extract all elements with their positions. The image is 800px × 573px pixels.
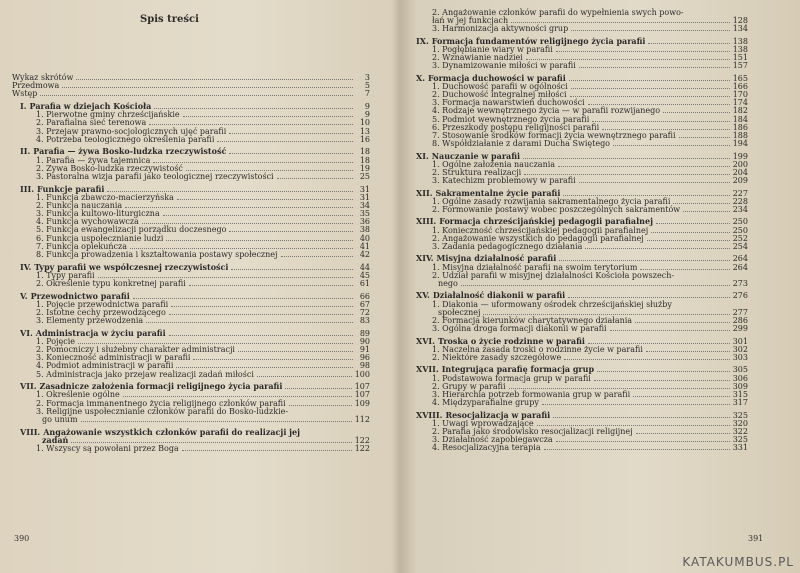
entry-page-number: 66 bbox=[359, 291, 370, 301]
entry-title: 3. Dynamizowanie miłości w parafii bbox=[432, 61, 576, 71]
toc-entry bbox=[432, 324, 748, 333]
entry-page-number: 188 bbox=[732, 130, 748, 140]
toc-entry bbox=[432, 139, 748, 148]
entry-title: 2. Angażowanie wszystkich do pedagogii parafialnej bbox=[432, 233, 644, 243]
entry-page-number: 96 bbox=[359, 353, 370, 363]
toc-entry bbox=[12, 89, 370, 98]
entry-title: 2. Wznawianie nadziei bbox=[432, 53, 523, 63]
entry-page-number: 134 bbox=[732, 24, 748, 34]
toc-entry bbox=[36, 279, 370, 288]
entry-page-number: 204 bbox=[732, 167, 748, 177]
chapter-number: X. bbox=[416, 73, 425, 83]
entry-page-number: 331 bbox=[732, 443, 748, 453]
entry-title: 1. Pojęcie bbox=[36, 336, 76, 346]
entry-page-number: 322 bbox=[732, 426, 748, 436]
toc-entry bbox=[432, 205, 748, 214]
toc-entry bbox=[432, 61, 748, 70]
chapter-number: XVI. bbox=[416, 336, 435, 346]
chapter-number: V. bbox=[20, 291, 28, 301]
entry-title: 3. Religijne uspołecznianie członków parafii do Bosko-ludzkie- bbox=[36, 406, 289, 416]
entry-page-number: 7 bbox=[364, 89, 370, 99]
entry-title: 4. Resocjalizacyjna terapia bbox=[432, 443, 541, 453]
entry-title: 3. Hierarchia potrzeb formowania grup w parafii bbox=[432, 389, 631, 399]
entry-title: Integrująca parafię formacja grup bbox=[441, 365, 595, 375]
entry-title: Formacja chrześcijańskiej pedagogii parafialnej bbox=[439, 217, 653, 227]
entry-page-number: 250 bbox=[732, 217, 748, 227]
entry-page-number: 306 bbox=[732, 373, 748, 383]
entry-page-number: 182 bbox=[732, 106, 748, 116]
entry-page-number: 13 bbox=[359, 126, 370, 136]
entry-page-number: 19 bbox=[359, 163, 370, 173]
entry-page-number: 315 bbox=[732, 389, 748, 399]
entry-page-number: 166 bbox=[732, 82, 748, 91]
entry-page-number: 9 bbox=[364, 110, 370, 120]
toc-entry bbox=[432, 398, 748, 407]
entry-title: 1. Uwagi wprowadzające bbox=[432, 418, 534, 428]
entry-title: 1. Wszyscy są powołani przez Boga bbox=[36, 443, 179, 453]
entry-title: 3. Formacja nawarstwień duchowości bbox=[432, 98, 585, 108]
entry-page-number: 309 bbox=[732, 381, 748, 391]
entry-title: 2. Istotne cechy przewodzącego bbox=[36, 307, 166, 317]
entry-page-number: 98 bbox=[359, 361, 370, 371]
entry-page-number: 170 bbox=[732, 90, 748, 100]
entry-title: Resocjalizacja w parafii bbox=[445, 410, 551, 420]
entry-page-number: 107 bbox=[354, 390, 370, 400]
entry-page-number: 18 bbox=[359, 147, 370, 157]
entry-page-number: 3 bbox=[364, 73, 370, 82]
entry-title: 1. Konieczność chrześcijańskiej pedagogii parafialnej bbox=[432, 225, 649, 235]
entry-page-number: 174 bbox=[732, 98, 748, 108]
chapter-number: XIV. bbox=[416, 254, 434, 264]
entry-page-number: 276 bbox=[732, 291, 748, 301]
entry-title: Przewodnictwo parafii bbox=[30, 291, 130, 301]
entry-page-number: 151 bbox=[732, 53, 748, 63]
entry-page-number: 107 bbox=[354, 382, 370, 392]
entry-title: Formacja duchowości w parafii bbox=[428, 73, 566, 83]
entry-page-number: 277 bbox=[732, 307, 748, 317]
toc-entry bbox=[36, 172, 370, 181]
entry-title: Typy parafii we współczesnej rzeczywistości bbox=[34, 262, 229, 272]
entry-page-number: 122 bbox=[354, 435, 370, 445]
entry-page-number: 38 bbox=[359, 225, 370, 235]
entry-title: 1. Diakonia — uformowany ośrodek chrześcijańskiej służby bbox=[432, 299, 672, 309]
entry-title: 1. Pierwotne gminy chrześcijańskie bbox=[36, 110, 180, 120]
entry-page-number: 83 bbox=[359, 316, 370, 326]
entry-page-number: 250 bbox=[732, 225, 748, 235]
entry-title: 1. Funkcja zbawczo-macierzyńska bbox=[36, 192, 174, 202]
entry-page-number: 317 bbox=[732, 398, 748, 408]
entry-title: 6. Funkcja uspołecznianie ludzi bbox=[36, 233, 164, 243]
entry-page-number: 61 bbox=[359, 278, 370, 288]
entry-page-number: 165 bbox=[732, 73, 748, 83]
entry-title: 1. Pogłębianie wiary w parafii bbox=[432, 45, 553, 54]
entry-page-number: 44 bbox=[359, 262, 370, 272]
chapter-number: VII. bbox=[20, 382, 37, 392]
entry-title: 1. Parafia — żywa tajemnica bbox=[36, 155, 151, 165]
entry-title: go unum bbox=[42, 414, 78, 424]
toc-entry bbox=[432, 443, 748, 452]
entry-page-number: 31 bbox=[359, 192, 370, 202]
entry-title: 2. Formowanie postawy wobec poszczególnych sakramentów bbox=[432, 204, 681, 214]
entry-page-number: 303 bbox=[732, 352, 748, 362]
entry-page-number: 10 bbox=[359, 118, 370, 128]
entry-title: 2. Parafia jako środowisko resocjalizacji religijnej bbox=[432, 426, 633, 436]
entry-page-number: 16 bbox=[359, 134, 370, 144]
entry-page-number: 264 bbox=[732, 254, 748, 264]
entry-page-number: 320 bbox=[732, 418, 748, 428]
entry-page-number: 67 bbox=[359, 299, 370, 309]
entry-title: Troska o życie rodzinne w parafii bbox=[437, 336, 585, 346]
entry-title: Zasadnicze założenia formacji religijnego życia parafii bbox=[39, 382, 283, 392]
entry-page-number: 200 bbox=[732, 159, 748, 169]
entry-title: 3. Zadania pedagogicznego działania bbox=[432, 241, 583, 251]
entry-title: 8. Współdziałanie z darami Ducha Świętego bbox=[432, 139, 610, 149]
entry-page-number: 42 bbox=[359, 249, 370, 259]
entry-title: 1. Naczelna zasada troski o rodzinne życie w parafii bbox=[432, 344, 643, 354]
entry-title: 2. Udział parafii w misyjnej działalności Kościoła powszech- bbox=[432, 270, 675, 280]
entry-title: 1. Ogólne założenia nauczania bbox=[432, 159, 556, 169]
entry-title: Wykaz skrótów bbox=[12, 73, 74, 82]
entry-title: 1. Ogólne zasady rozwijania sakramentalnego życia parafii bbox=[432, 196, 671, 206]
entry-title: 4. Podmiot administracji w parafii bbox=[36, 361, 174, 371]
entry-title: łań w jej funkcjach bbox=[432, 16, 509, 26]
toc-entry bbox=[36, 250, 370, 259]
entry-page-number: 138 bbox=[732, 45, 748, 54]
entry-title: 2. Struktura realizacji bbox=[432, 167, 522, 177]
entry-title: 3. Konieczność administracji w parafii bbox=[36, 353, 191, 363]
entry-page-number: 122 bbox=[354, 443, 370, 453]
entry-title: 1. Duchowość parafii w ogólności bbox=[432, 82, 568, 91]
entry-title: 2. Formacja immanentnego życia religijnego członków parafii bbox=[36, 398, 286, 408]
entry-page-number: 72 bbox=[359, 307, 370, 317]
chapter-number: XI. bbox=[416, 151, 429, 161]
entry-page-number: 25 bbox=[359, 171, 370, 181]
entry-page-number: 89 bbox=[359, 328, 370, 338]
entry-title: Angażowanie wszystkich członków parafii do realizacji jej bbox=[43, 427, 301, 437]
toc-title: Spis treści bbox=[140, 14, 199, 25]
entry-page-number: 128 bbox=[732, 16, 748, 26]
entry-title: 3. Katechizm problemowy w parafii bbox=[432, 176, 576, 186]
entry-title: 5. Podmiot wewnętrznego życia parafii bbox=[432, 114, 590, 124]
entry-title: 2. Parafialna sieć terenowa bbox=[36, 118, 147, 128]
entry-page-number: 252 bbox=[732, 233, 748, 243]
entry-title: nego bbox=[438, 278, 458, 288]
entry-title: 2. Angażowanie członków parafii do wypełnienia swych powo- bbox=[432, 8, 684, 17]
entry-page-number: 209 bbox=[732, 176, 748, 186]
entry-page-number: 18 bbox=[359, 155, 370, 165]
entry-title: 2. Pomocniczy i służebny charakter administracji bbox=[36, 345, 235, 355]
entry-title: 2. Określenie typu konkretnej parafii bbox=[36, 278, 186, 288]
entry-page-number: 199 bbox=[732, 151, 748, 161]
entry-page-number: 138 bbox=[732, 36, 748, 46]
chapter-number: VI. bbox=[20, 328, 33, 338]
entry-title: Sakramentalne życie parafii bbox=[435, 188, 561, 198]
entry-title: Przedmowa bbox=[12, 81, 60, 91]
entry-page-number: 305 bbox=[732, 365, 748, 375]
entry-title: Formacja fundamentów religijnego życia parafii bbox=[431, 36, 646, 46]
entry-title: 3. Harmonizacja aktywności grup bbox=[432, 24, 569, 34]
entry-title: 3. Przejaw prawno-socjologicznych ujęć parafii bbox=[36, 126, 227, 136]
entry-title: 3. Pastoralna wizja parafii jako teologicznej rzeczywistości bbox=[36, 171, 274, 181]
entry-title: 6. Przeszkody postępu religijności parafii bbox=[432, 122, 600, 132]
entry-page-number: 34 bbox=[359, 200, 370, 210]
entry-title: 1. Pojęcie przewodnictwa parafii bbox=[36, 299, 169, 309]
entry-page-number: 41 bbox=[359, 241, 370, 251]
entry-page-number: 112 bbox=[354, 414, 370, 424]
entry-title: 3. Elementy przewodzenia bbox=[36, 316, 144, 326]
entry-title: Wstęp bbox=[12, 89, 38, 99]
entry-page-number: 194 bbox=[732, 139, 748, 149]
entry-page-number: 109 bbox=[354, 398, 370, 408]
entry-page-number: 301 bbox=[732, 336, 748, 346]
chapter-number: II. bbox=[20, 147, 31, 157]
entry-title: 2. Grupy w parafii bbox=[432, 381, 506, 391]
entry-title: 4. Funkcja wychowawcza bbox=[36, 217, 139, 227]
entry-title: 4. Międzyparafialne grupy bbox=[432, 398, 539, 408]
entry-title: 1. Typy parafii bbox=[36, 270, 95, 280]
entry-title: 2. Duchowość integralnej miłości bbox=[432, 90, 567, 100]
entry-page-number: 36 bbox=[359, 217, 370, 227]
chapter-number: XIII. bbox=[416, 217, 437, 227]
entry-title: 2. Formacja kierunków charytatywnego działania bbox=[432, 315, 633, 325]
page-number-right: 391 bbox=[748, 534, 764, 543]
entry-title: 5. Administracja jako przejaw realizacji zadań miłości bbox=[36, 369, 254, 379]
toc-entry bbox=[36, 135, 370, 144]
entry-page-number: 234 bbox=[732, 204, 748, 214]
chapter-number: IV. bbox=[20, 262, 32, 272]
toc-entry bbox=[42, 415, 370, 424]
entry-title: Administracja w życiu parafii bbox=[35, 328, 166, 338]
entry-title: 3. Działalność zapobiegawcza bbox=[432, 435, 553, 445]
chapter-number: III. bbox=[20, 184, 35, 194]
entry-title: 4. Potrzeba teologicznego określenia parafii bbox=[36, 134, 215, 144]
entry-page-number: 299 bbox=[732, 324, 748, 334]
entry-page-number: 254 bbox=[732, 241, 748, 251]
entry-page-number: 286 bbox=[732, 315, 748, 325]
toc-entry bbox=[432, 24, 748, 33]
entry-page-number: 40 bbox=[359, 233, 370, 243]
entry-page-number: 35 bbox=[359, 209, 370, 219]
entry-page-number: 227 bbox=[732, 188, 748, 198]
entry-title: zadań bbox=[42, 435, 69, 445]
entry-title: 5. Funkcja ewangelizacji porządku doczesnego bbox=[36, 225, 227, 235]
entry-page-number: 90 bbox=[359, 336, 370, 346]
watermark: KATAKUMBUS.PL bbox=[682, 555, 794, 569]
page-number-left: 390 bbox=[14, 534, 30, 543]
entry-page-number: 273 bbox=[732, 278, 748, 288]
toc-entry bbox=[432, 176, 748, 185]
entry-title: 3. Ogólna droga formacji diakonii w parafii bbox=[432, 324, 607, 334]
entry-page-number: 91 bbox=[359, 345, 370, 355]
toc-entry bbox=[432, 242, 748, 251]
entry-page-number: 184 bbox=[732, 114, 748, 124]
entry-page-number: 5 bbox=[364, 81, 370, 91]
entry-title: 8. Funkcja prowadzenia i kształtowania postawy społecznej bbox=[36, 249, 278, 259]
chapter-number: VIII. bbox=[20, 427, 41, 437]
toc-entry bbox=[432, 353, 748, 362]
chapter-number: XV. bbox=[416, 291, 430, 301]
entry-title: 2. Niektóre zasady szczegółowe bbox=[432, 352, 562, 362]
entry-page-number: 302 bbox=[732, 344, 748, 354]
entry-title: Parafia w dziejach Kościoła bbox=[29, 102, 152, 112]
toc-entry bbox=[36, 316, 370, 325]
entry-page-number: 157 bbox=[732, 61, 748, 71]
entry-title: Misyjna działalność parafii bbox=[436, 254, 557, 264]
chapter-number: I. bbox=[20, 102, 27, 112]
chapter-number: XII. bbox=[416, 188, 433, 198]
entry-page-number: 264 bbox=[732, 262, 748, 272]
left-page bbox=[0, 0, 398, 573]
entry-title: Parafia — żywa Bosko-ludzka rzeczywistość bbox=[33, 147, 227, 157]
entry-page-number: 9 bbox=[364, 102, 370, 112]
chapter-number: XVIII. bbox=[416, 410, 443, 420]
chapter-number: IX. bbox=[416, 36, 429, 46]
entry-page-number: 325 bbox=[732, 410, 748, 420]
entry-title: 3. Funkcja kultowo-liturgiczna bbox=[36, 209, 160, 219]
entry-title: 2. Żywa Bosko-ludzka rzeczywistość bbox=[36, 163, 183, 173]
entry-title: Nauczanie w parafii bbox=[431, 151, 521, 161]
entry-title: 1. Określenie ogólne bbox=[36, 390, 120, 400]
entry-title: Działalność diakonii w parafii bbox=[432, 291, 566, 301]
entry-title: 1. Podstawowa formacja grup w parafii bbox=[432, 373, 591, 383]
entry-page-number: 186 bbox=[732, 122, 748, 132]
entry-page-number: 325 bbox=[732, 435, 748, 445]
right-page bbox=[402, 0, 800, 573]
entry-title: Funkcje parafii bbox=[37, 184, 105, 194]
entry-page-number: 31 bbox=[359, 184, 370, 194]
entry-title: 7. Funkcja opiekuńcza bbox=[36, 241, 127, 251]
entry-title: 1. Misyjna działalność parafii na swoim terytorium bbox=[432, 262, 638, 272]
entry-page-number: 228 bbox=[732, 196, 748, 206]
toc-entry bbox=[36, 370, 370, 379]
toc-entry bbox=[36, 444, 370, 453]
toc-entry bbox=[438, 279, 748, 288]
entry-title: 7. Stosowanie środków formacji życia wewnętrznego parafii bbox=[432, 130, 676, 140]
entry-title: społecznej bbox=[438, 307, 481, 317]
entry-page-number: 100 bbox=[354, 369, 370, 379]
entry-title: 4. Rodzaje wewnętrznego życia — w parafii rozwijanego bbox=[432, 106, 661, 116]
entry-page-number: 45 bbox=[359, 270, 370, 280]
chapter-number: XVII. bbox=[416, 365, 439, 375]
entry-title: 2. Funkcja nauczania bbox=[36, 200, 123, 210]
